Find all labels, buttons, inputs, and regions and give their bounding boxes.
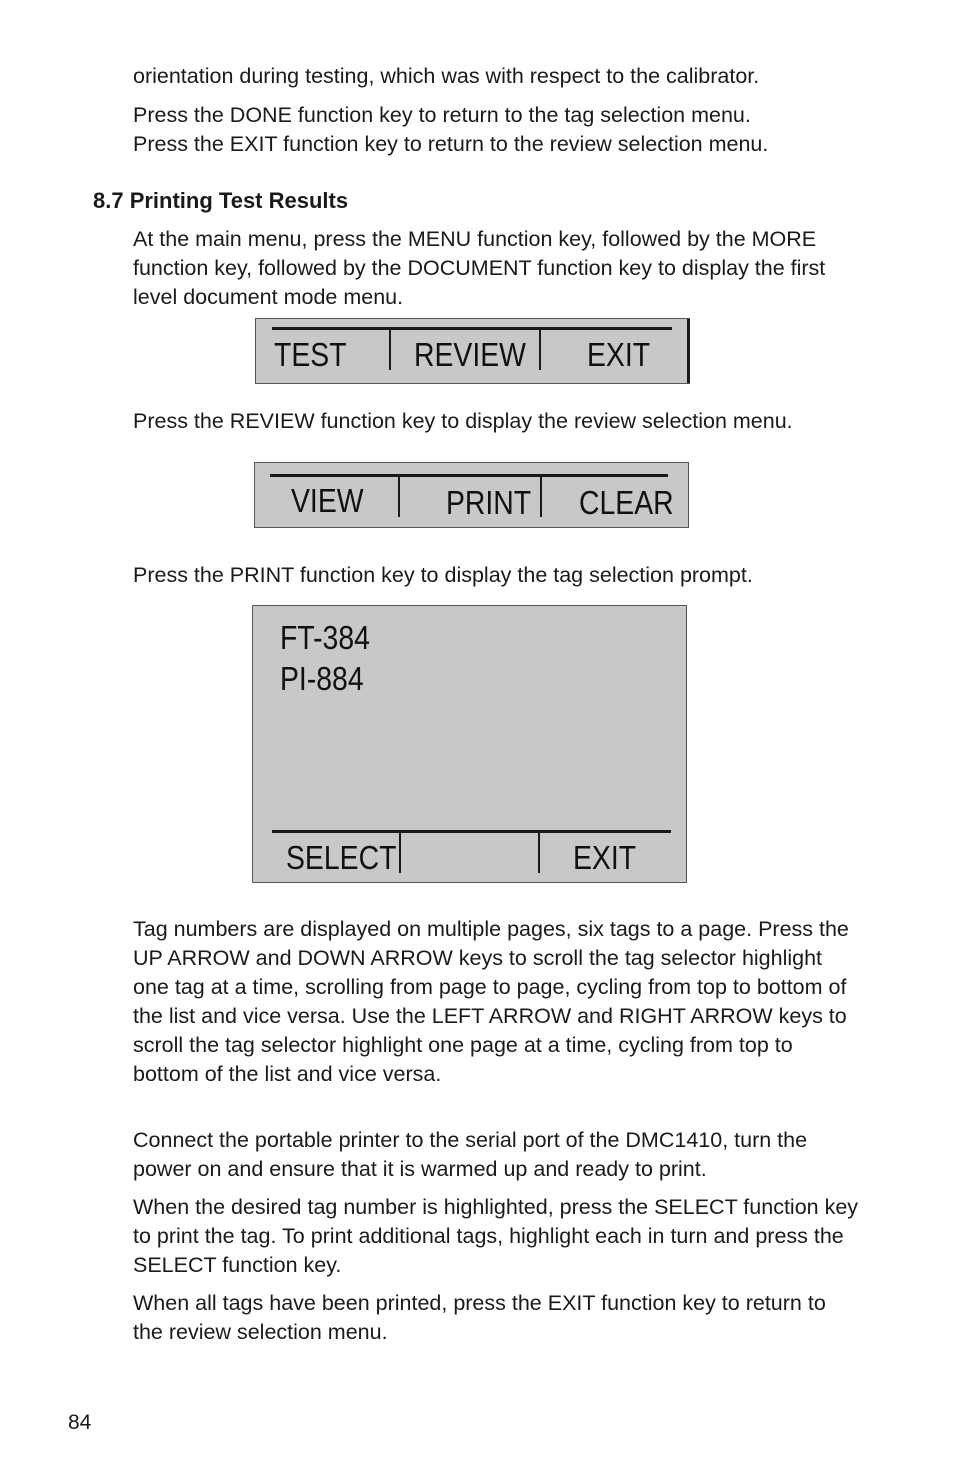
softkey-test[interactable]: TEST [274,336,347,373]
softkey-divider-line [270,474,668,477]
body-paragraph: Press the DONE function key to return to the tag selection menu. [133,103,751,127]
body-paragraph: Tag numbers are displayed on multiple pages, six tags to a page. Press the UP ARROW and DOWN ARROW keys to scroll the tag selector highlight one tag at a time, scrolling from page to page, cycling from top to bottom of the list and vice versa. Use the LEFT ARROW and RIGHT ARROW keys to scroll the tag selector highlight one page at a time, cycling from top to bottom of the list and vice versa. [133,917,849,1086]
softkey-divider-line [272,830,671,833]
body-paragraph: Press the REVIEW function key to display the review selection menu. [133,409,793,433]
softkey-exit[interactable]: EXIT [573,839,637,876]
softkey-print[interactable]: PRINT [446,484,532,521]
softkey-separator [398,476,400,517]
softkey-exit[interactable]: EXIT [587,336,651,373]
softkey-separator [399,832,401,873]
softkey-separator [389,329,391,370]
body-paragraph: orientation during testing, which was with respect to the calibrator. [133,64,760,88]
body-paragraph: When all tags have been printed, press the EXIT function key to return to the review selection menu. [133,1291,826,1344]
body-paragraph: At the main menu, press the MENU function key, followed by the MORE function key, followed by the DOCUMENT function key to display the first level document mode menu. [133,227,826,309]
tag-item[interactable]: PI-884 [280,660,364,697]
lcd-document-menu [255,318,690,384]
section-heading: 8.7 Printing Test Results [93,188,349,213]
softkey-clear[interactable]: CLEAR [579,484,674,521]
softkey-view[interactable]: VIEW [291,482,364,519]
body-paragraph: Press the EXIT function key to return to the review selection menu. [133,132,769,156]
softkey-divider-line [272,327,672,330]
body-paragraph: Connect the portable printer to the serial port of the DMC1410, turn the power on and ensure that it is warmed up and ready to print. [133,1128,808,1181]
page-number: 84 [68,1411,92,1434]
softkey-select[interactable]: SELECT [286,839,397,876]
body-paragraph: When the desired tag number is highlighted, press the SELECT function key to print the tag. To print additional tags, highlight each in turn and press the SELECT function key. [133,1195,859,1277]
body-paragraph: Press the PRINT function key to display the tag selection prompt. [133,563,753,587]
softkey-review[interactable]: REVIEW [414,336,526,373]
softkey-separator [540,476,542,517]
lcd-border [687,319,690,383]
softkey-separator [539,329,541,370]
lcd-tag-selection [252,605,687,883]
tag-item[interactable]: FT-384 [280,619,370,656]
lcd-review-menu [254,462,689,528]
softkey-separator [538,832,540,873]
